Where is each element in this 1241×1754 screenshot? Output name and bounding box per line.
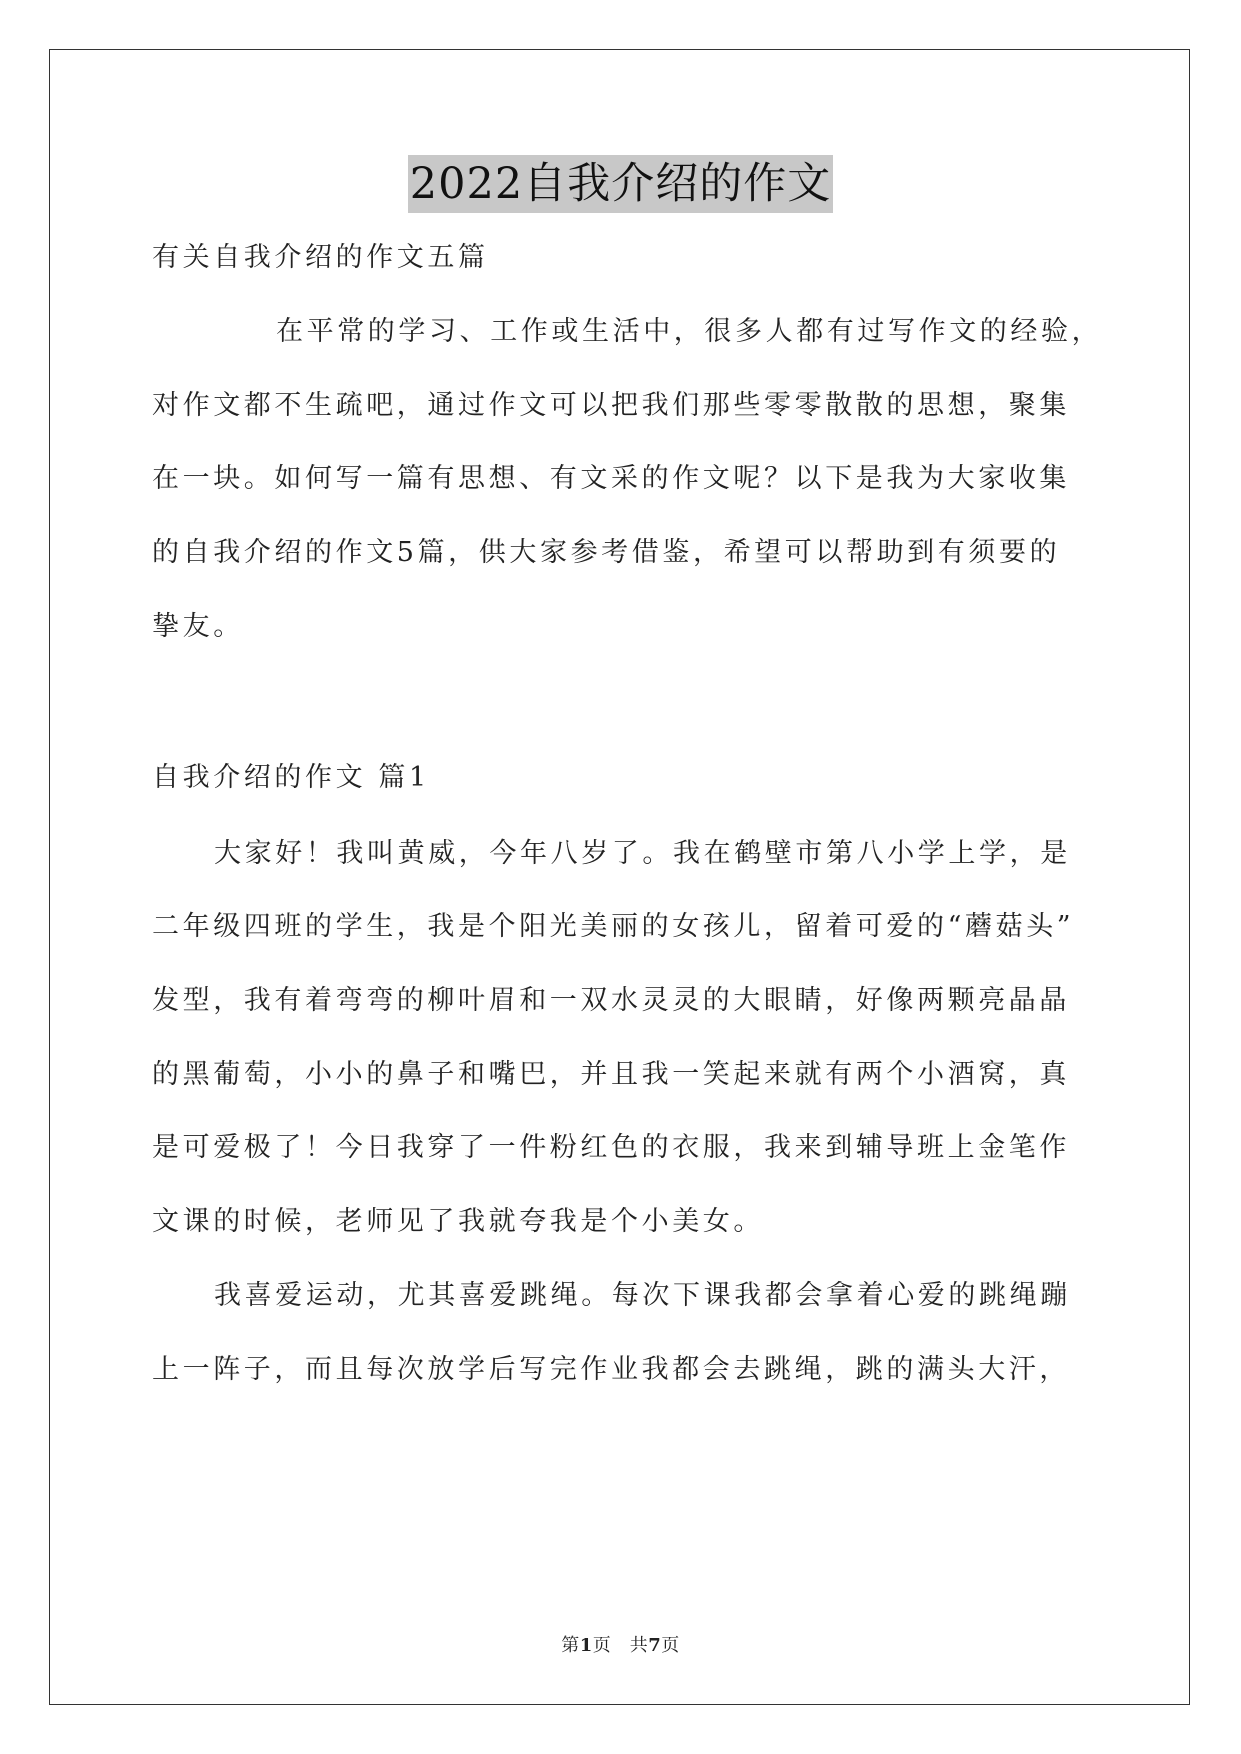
paragraph-line: 上一阵子，而且每次放学后写完作业我都会去跳绳，跳的满头大汗， [152,1354,1070,1385]
paragraph-line: 二年级四班的学生，我是个阳光美丽的女孩儿，留着可爱的“蘑菇头” [152,911,1075,942]
paragraph-line: 的黑葡萄，小小的鼻子和嘴巴，并且我一笑起来就有两个小酒窝，真 [152,1059,1070,1090]
page-border [49,49,1190,1705]
intro-line: 挚友。 [152,611,244,642]
footer-prefix: 第 [561,1635,580,1656]
intro-line: 对作文都不生疏吧，通过作文可以把我们那些零零散散的思想，聚集 [152,390,1070,421]
footer-page-number: 1 [579,1635,593,1656]
title-wrap [0,155,1241,213]
paragraph-line: 文课的时候，老师见了我就夸我是个小美女。 [152,1206,764,1237]
footer-total-pages: 7 [648,1635,662,1656]
paragraph-line: 大家好！我叫黄威，今年八岁了。我在鹤壁市第八小学上学，是 [214,838,1071,869]
footer-suffix: 页 [661,1635,680,1656]
page-footer [0,1631,1241,1657]
intro-line: 在平常的学习、工作或生活中，很多人都有过写作文的经验， [276,316,1103,347]
section-heading: 自我介绍的作文 篇1 [152,762,430,793]
paragraph-line: 是可爱极了！今日我穿了一件粉红色的衣服，我来到辅导班上金笔作 [152,1132,1070,1163]
footer-middle: 页 共 [592,1635,649,1656]
intro-line: 的自我介绍的作文5篇，供大家参考借鉴，希望可以帮助到有须要的 [152,537,1061,568]
paragraph-line: 发型，我有着弯弯的柳叶眉和一双水灵灵的大眼睛，好像两颗亮晶晶 [152,985,1070,1016]
subtitle: 有关自我介绍的作文五篇 [152,242,489,273]
intro-line: 在一块。如何写一篇有思想、有文采的作文呢？以下是我为大家收集 [152,463,1070,494]
document-title: 2022自我介绍的作文 [408,155,833,213]
paragraph-line: 我喜爱运动，尤其喜爱跳绳。每次下课我都会拿着心爱的跳绳蹦 [214,1280,1071,1311]
